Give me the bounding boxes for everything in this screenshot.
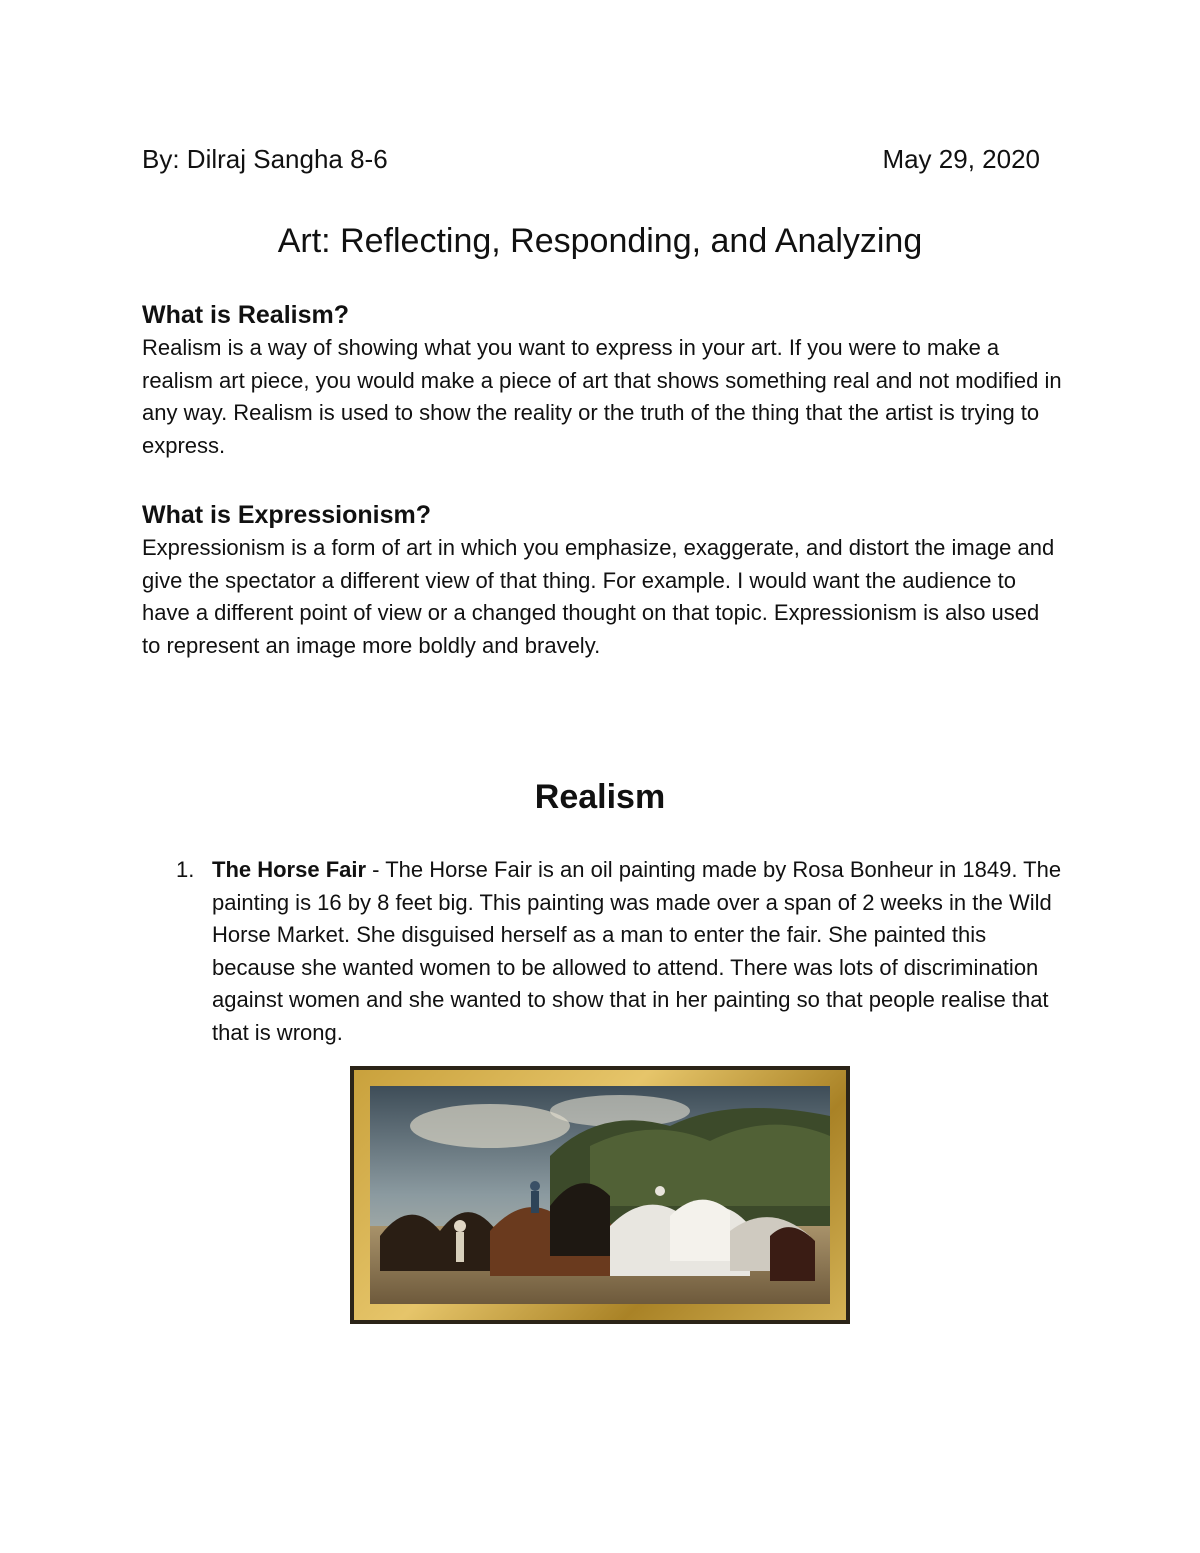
list-item-text bbox=[212, 854, 1062, 1049]
realism-definition-text: Realism is a way of showing what you want to express in your art. If you were to make a realism art piece, you would make a piece of art that shows something real and not modified in any way. Realism is used to show the reality or the truth of the thing that the artist is trying to express. bbox=[142, 335, 1062, 458]
list-number: 1. bbox=[176, 857, 195, 882]
expressionism-question: What is Expressionism? bbox=[142, 501, 431, 529]
horse-fair-painting-frame bbox=[350, 1066, 850, 1324]
artwork-title: The Horse Fair bbox=[212, 857, 367, 882]
header-row bbox=[142, 140, 1040, 178]
page-title: Art: Reflecting, Responding, and Analyzing bbox=[277, 222, 923, 260]
realism-section-heading: Realism bbox=[534, 778, 666, 816]
date-line: May 29, 2020 bbox=[882, 144, 1040, 174]
realism-question: What is Realism? bbox=[142, 301, 350, 329]
horse-fair-painting bbox=[370, 1086, 830, 1304]
artwork-description: - The Horse Fair is an oil painting made by Rosa Bonheur in 1849. The painting is 16 by 8 feet big. This painting was made over a span of 2 weeks in the Wild Horse Market. She disguised herself as a man to enter the fair. She painted this because she wanted women to be allowed to attend. There was lots of discrimination against women and she wanted to show that in her painting so that people realise that that is wrong. bbox=[212, 857, 1062, 1045]
expressionism-definition bbox=[142, 498, 1062, 662]
expressionism-definition-text: Expressionism is a form of art in which you emphasize, exaggerate, and distort the image and give the spectator a different view of that thing. For example. I would want the audience to have a different point of view or a changed thought on that topic. Expressionism is also used to represent an image more boldly and bravely. bbox=[142, 535, 1055, 658]
author-line: By: Dilraj Sangha 8-6 bbox=[142, 144, 388, 174]
realism-definition bbox=[142, 298, 1062, 462]
